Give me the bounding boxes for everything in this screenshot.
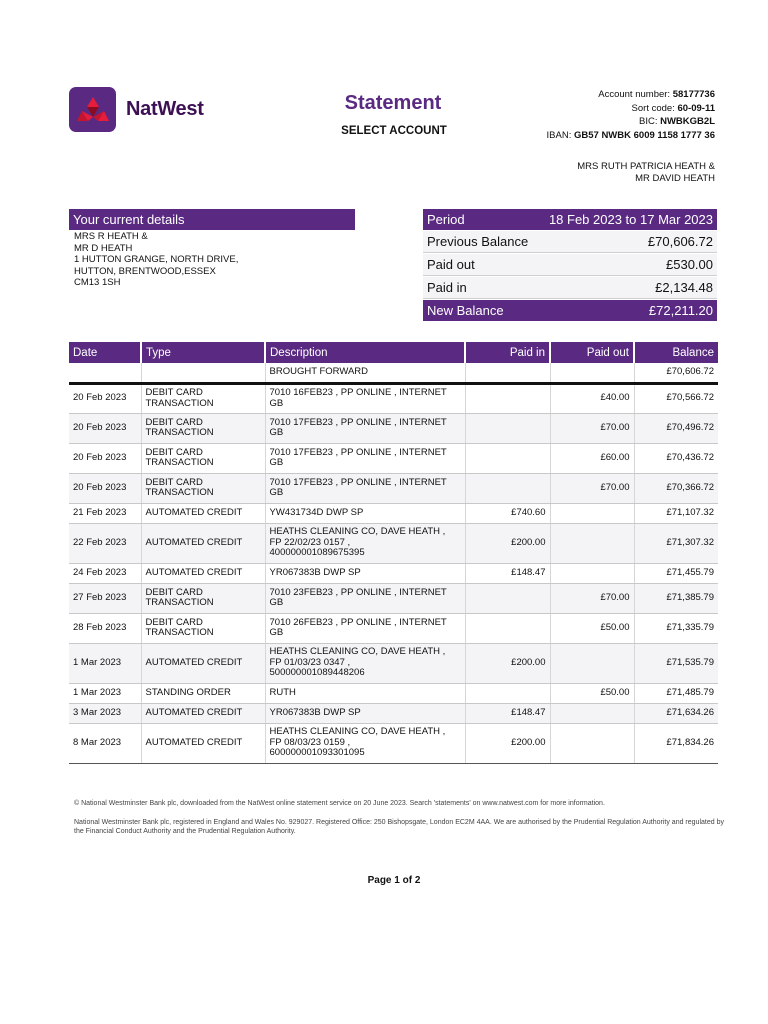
cell-paid-out: £70.00 [550,473,634,503]
cell-paid-out: £70.00 [550,583,634,613]
cell-paid-out [550,643,634,683]
account-number-line: Account number: 58177736 [598,89,715,100]
summary-new-balance: New Balance £72,211.20 [423,300,717,321]
cell-paid-out: £40.00 [550,383,634,413]
cell-type: DEBIT CARD TRANSACTION [141,473,265,503]
cell-type: DEBIT CARD TRANSACTION [141,443,265,473]
table-row [69,443,718,473]
cell-date: 21 Feb 2023 [69,503,141,523]
cell-date: 1 Mar 2023 [69,683,141,703]
cell-description: 7010 23FEB23 , PP ONLINE , INTERNET GB [265,583,465,613]
cell-description: 7010 16FEB23 , PP ONLINE , INTERNET GB [265,383,465,413]
summary-period: Period 18 Feb 2023 to 17 Mar 2023 [423,209,717,230]
cell-balance: £71,335.79 [634,613,718,643]
col-date: Date [69,342,141,363]
cell-date: 20 Feb 2023 [69,413,141,443]
cell-paid-out [550,703,634,723]
statement-title: Statement [344,92,442,114]
cell-type: AUTOMATED CREDIT [141,723,265,763]
table-row [69,703,718,723]
cell-date: 20 Feb 2023 [69,443,141,473]
cell-date: 28 Feb 2023 [69,613,141,643]
cell-balance: £71,485.79 [634,683,718,703]
transactions-body [69,363,718,763]
table-row [69,563,718,583]
cell-type [141,363,265,383]
cell-paid-out [550,563,634,583]
transactions-table [69,342,718,764]
address-block: MRS R HEATH & MR D HEATH 1 HUTTON GRANGE, NORTH DRIVE, HUTTON, BRENTWOOD,ESSEX CM13 1SH [74,231,239,288]
table-row [69,413,718,443]
cell-balance: £70,496.72 [634,413,718,443]
summary-previous-balance: Previous Balance £70,606.72 [423,231,717,253]
iban-line: IBAN: GB57 NWBK 6009 1158 1777 36 [546,129,715,141]
cell-paid-out [550,363,634,383]
cell-date: 22 Feb 2023 [69,523,141,563]
cell-paid-out: £50.00 [550,613,634,643]
cell-balance: £70,436.72 [634,443,718,473]
cell-paid-in [465,473,550,503]
col-paid-out: Paid out [550,342,634,363]
summary-paid-in: Paid in £2,134.48 [423,277,717,299]
cell-paid-out: £50.00 [550,683,634,703]
cell-date: 20 Feb 2023 [69,383,141,413]
cell-paid-in [465,613,550,643]
cell-description: HEATHS CLEANING CO, DAVE HEATH , FP 08/03/23 0159 , 600000001093301095 [265,723,465,763]
col-description: Description [265,342,465,363]
table-header-row [69,342,718,363]
sort-code-line: Sort code: 60-09-11 [631,102,715,114]
cell-balance: £71,634.26 [634,703,718,723]
cell-balance: £70,606.72 [634,363,718,383]
cell-description: 7010 17FEB23 , PP ONLINE , INTERNET GB [265,473,465,503]
col-paid-in: Paid in [465,342,550,363]
bic-line: BIC: NWBKGB2L [638,116,715,127]
copyright-note: © National Westminster Bank plc, downloaded from the NatWest online statement service on 20 June 2023. Search 'statements' on www.natwest.com for more information. [74,800,605,807]
table-row [69,643,718,683]
table-row [69,613,718,643]
cell-description: HEATHS CLEANING CO, DAVE HEATH , FP 01/03/23 0347 , 500000001089448206 [265,643,465,683]
cell-paid-in: £200.00 [465,723,550,763]
cell-paid-out [550,523,634,563]
cell-date: 8 Mar 2023 [69,723,141,763]
table-row [69,473,718,503]
table-row [69,503,718,523]
cell-description: 7010 17FEB23 , PP ONLINE , INTERNET GB [265,413,465,443]
cell-paid-in: £148.47 [465,703,550,723]
cell-paid-in [465,683,550,703]
cell-paid-in: £740.60 [465,503,550,523]
table-row [69,723,718,763]
account-info [547,88,715,142]
cell-type: AUTOMATED CREDIT [141,523,265,563]
cell-balance: £70,366.72 [634,473,718,503]
cell-type: STANDING ORDER [141,683,265,703]
cell-paid-out: £60.00 [550,443,634,473]
cell-type: AUTOMATED CREDIT [141,703,265,723]
cell-balance: £71,307.32 [634,523,718,563]
cell-date: 20 Feb 2023 [69,473,141,503]
cell-paid-in [465,383,550,413]
cell-type: AUTOMATED CREDIT [141,503,265,523]
cell-date: 1 Mar 2023 [69,643,141,683]
account-holder-names: MRS RUTH PATRICIA HEATH & MR DAVID HEATH [577,161,715,184]
cell-paid-out [550,503,634,523]
cell-type: AUTOMATED CREDIT [141,643,265,683]
col-type: Type [141,342,265,363]
page-number: Page 1 of 2 [367,875,421,886]
cell-balance: £71,834.26 [634,723,718,763]
cell-paid-in [465,583,550,613]
current-details-heading: Your current details [69,209,355,230]
table-row [69,363,718,383]
natwest-logo [69,87,204,132]
cell-paid-out [550,723,634,763]
cell-description: 7010 17FEB23 , PP ONLINE , INTERNET GB [265,443,465,473]
natwest-cubes-icon [69,87,116,132]
cell-description: YW431734D DWP SP [265,503,465,523]
table-row [69,583,718,613]
cell-type: DEBIT CARD TRANSACTION [141,583,265,613]
table-row [69,523,718,563]
table-row [69,683,718,703]
cell-paid-in [465,443,550,473]
cell-paid-in: £200.00 [465,643,550,683]
cell-balance: £71,107.32 [634,503,718,523]
cell-description: YR067383B DWP SP [265,563,465,583]
cell-description: 7010 26FEB23 , PP ONLINE , INTERNET GB [265,613,465,643]
cell-balance: £71,535.79 [634,643,718,683]
cell-date: 27 Feb 2023 [69,583,141,613]
cell-date: 3 Mar 2023 [69,703,141,723]
legal-note: National Westminster Bank plc, registered in England and Wales No. 929027. Registered Office: 250 Bishopsgate, London EC2M 4AA. We are authorised by the Prudential Regulation Authority and regulated by the Financial Conduct Authority and the Prudential Regulation Authority. [74,819,724,835]
table-row [69,383,718,413]
cell-type: DEBIT CARD TRANSACTION [141,413,265,443]
cell-balance: £71,385.79 [634,583,718,613]
cell-description: BROUGHT FORWARD [265,363,465,383]
cell-date: 24 Feb 2023 [69,563,141,583]
cell-paid-in: £148.47 [465,563,550,583]
cell-balance: £70,566.72 [634,383,718,413]
cell-type: DEBIT CARD TRANSACTION [141,613,265,643]
balance-summary [423,209,717,321]
cell-description: RUTH [265,683,465,703]
statement-subtitle: SELECT ACCOUNT [341,125,447,137]
cell-paid-in [465,413,550,443]
cell-paid-in [465,363,550,383]
cell-paid-in: £200.00 [465,523,550,563]
cell-type: AUTOMATED CREDIT [141,563,265,583]
summary-paid-out: Paid out £530.00 [423,254,717,276]
cell-date [69,363,141,383]
cell-balance: £71,455.79 [634,563,718,583]
cell-type: DEBIT CARD TRANSACTION [141,383,265,413]
cell-description: YR067383B DWP SP [265,703,465,723]
brand-name: NatWest [126,98,204,120]
cell-paid-out: £70.00 [550,413,634,443]
cell-description: HEATHS CLEANING CO, DAVE HEATH , FP 22/02/23 0157 , 400000001089675395 [265,523,465,563]
col-balance: Balance [634,342,718,363]
